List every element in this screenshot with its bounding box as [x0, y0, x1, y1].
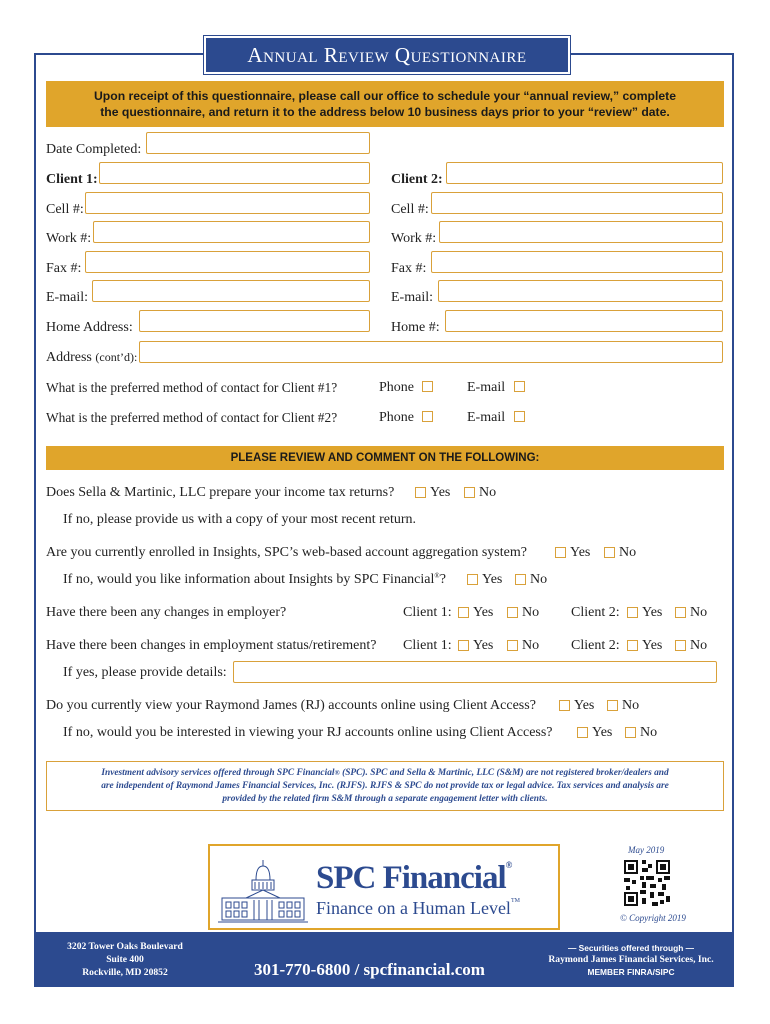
insights-question: Are you currently enrolled in Insights, SPC’s web-based account aggregation system? — [46, 545, 527, 560]
client1-email-label: E-mail: — [46, 290, 88, 305]
disclaimer-line-3: provided by the related firm S&M through a separate engagement letter with clients. — [222, 794, 548, 804]
client1-phone-option-label: Phone — [379, 380, 414, 395]
client2-cell-field[interactable] — [431, 192, 723, 214]
client2-work-label: Work #: — [391, 231, 437, 246]
employer-client2-no-checkbox[interactable] — [675, 607, 686, 618]
status-client1-no-checkbox[interactable] — [507, 640, 518, 651]
employer-client1-no-label: No — [522, 605, 540, 620]
page-title: Annual Review Questionnaire — [204, 36, 570, 74]
securities-line-2: Raymond James Financial Services, Inc. — [548, 954, 714, 965]
client2-fax-field[interactable] — [431, 251, 723, 273]
client-access-interest-no-label: No — [640, 725, 658, 740]
insights-info-no-label: No — [530, 572, 548, 587]
insights-followup: If no, would you like information about Insights by SPC Financial®? — [63, 572, 446, 587]
employer-client1-label: Client 1: — [403, 605, 452, 620]
disclaimer-box — [46, 761, 724, 811]
insights-no-label: No — [619, 545, 637, 560]
client2-name-field[interactable] — [446, 162, 723, 184]
employer-client1-yes-checkbox[interactable] — [458, 607, 469, 618]
client2-email-option-label: E-mail — [467, 410, 506, 425]
capitol-building-icon — [218, 858, 308, 926]
logo-box — [208, 844, 560, 930]
client1-email-field[interactable] — [92, 280, 370, 302]
client1-email-checkbox[interactable] — [514, 381, 525, 392]
instructions-line-2: the questionnaire, and return it to the address below 10 business days prior to your “review” date. — [100, 105, 670, 119]
details-label: If yes, please provide details: — [63, 665, 227, 680]
client-access-interest-yes-label: Yes — [592, 725, 613, 740]
employer-client2-yes-label: Yes — [642, 605, 663, 620]
client2-email-field[interactable] — [438, 280, 723, 302]
status-client1-yes-checkbox[interactable] — [458, 640, 469, 651]
status-client2-yes-checkbox[interactable] — [627, 640, 638, 651]
instructions-banner — [46, 81, 724, 127]
address-line-2: Suite 400 — [106, 954, 144, 965]
client1-name-field[interactable] — [99, 162, 370, 184]
client-access-question: Do you currently view your Raymond James (RJ) accounts online using Client Access? — [46, 698, 536, 713]
address-cont-field[interactable] — [139, 341, 723, 363]
client2-cell-label: Cell #: — [391, 202, 429, 217]
insights-info-yes-label: Yes — [482, 572, 503, 587]
employment-status-question: Have there been changes in employment status/retirement? — [46, 638, 377, 653]
status-client2-no-checkbox[interactable] — [675, 640, 686, 651]
home-address-field[interactable] — [139, 310, 370, 332]
qr-code-icon — [622, 858, 672, 908]
client2-email-label: E-mail: — [391, 290, 433, 305]
status-client2-yes-label: Yes — [642, 638, 663, 653]
client1-phone-checkbox[interactable] — [422, 381, 433, 392]
instructions-line-1: Upon receipt of this questionnaire, please call our office to schedule your “annual review,” complete — [94, 89, 676, 103]
tax-returns-no-label: No — [479, 485, 497, 500]
office-address — [50, 940, 200, 979]
client2-email-checkbox[interactable] — [514, 411, 525, 422]
employer-client2-label: Client 2: — [571, 605, 620, 620]
tax-returns-followup: If no, please provide us with a copy of your most recent return. — [63, 512, 417, 527]
address-cont-label: Address (cont’d): — [46, 350, 138, 365]
insights-yes-checkbox[interactable] — [555, 547, 566, 558]
insights-yes-label: Yes — [570, 545, 591, 560]
home-address-label: Home Address: — [46, 320, 133, 335]
employer-client1-no-checkbox[interactable] — [507, 607, 518, 618]
client1-work-field[interactable] — [93, 221, 370, 243]
client-access-yes-checkbox[interactable] — [559, 700, 570, 711]
employer-client2-yes-checkbox[interactable] — [627, 607, 638, 618]
disclaimer-line-1: Investment advisory services offered through SPC Financial® (SPC). SPC and Sella & Martinic, LLC (S&M) are not registered broker/dealers and — [101, 768, 669, 778]
tax-returns-question: Does Sella & Martinic, LLC prepare your income tax returns? — [46, 485, 395, 500]
address-line-1: 3202 Tower Oaks Boulevard — [67, 941, 183, 952]
client1-email-option-label: E-mail — [467, 380, 506, 395]
footer-bar — [34, 932, 734, 987]
review-section-header: PLEASE REVIEW AND COMMENT ON THE FOLLOWING: — [46, 446, 724, 470]
client-access-interest-no-checkbox[interactable] — [625, 727, 636, 738]
brand-name: SPC Financial® — [316, 860, 512, 896]
client1-work-label: Work #: — [46, 231, 92, 246]
client1-fax-label: Fax #: — [46, 261, 82, 276]
insights-info-no-checkbox[interactable] — [515, 574, 526, 585]
client1-label: Client 1: — [46, 172, 98, 187]
client-access-no-label: No — [622, 698, 640, 713]
disclaimer-line-2: are independent of Raymond James Financial Services, Inc. (RJFS). RJFS & SPC do not provide tax or legal advice. Tax services and analysis are — [101, 781, 669, 791]
client1-cell-field[interactable] — [85, 192, 370, 214]
employer-change-question: Have there been any changes in employer? — [46, 605, 287, 620]
date-note: May 2019 — [628, 845, 665, 855]
securities-line-3: MEMBER FINRA/SIPC — [587, 967, 675, 977]
details-field[interactable] — [233, 661, 717, 683]
client2-work-field[interactable] — [439, 221, 723, 243]
employer-client1-yes-label: Yes — [473, 605, 494, 620]
client-access-yes-label: Yes — [574, 698, 595, 713]
client1-fax-field[interactable] — [85, 251, 370, 273]
date-completed-field[interactable] — [146, 132, 370, 154]
brand-tagline: Finance on a Human Level™ — [316, 898, 520, 918]
address-line-3: Rockville, MD 20852 — [82, 967, 168, 978]
employer-client2-no-label: No — [690, 605, 708, 620]
copyright: © Copyright 2019 — [620, 913, 686, 923]
status-client1-label: Client 1: — [403, 638, 452, 653]
tax-returns-yes-label: Yes — [430, 485, 451, 500]
status-client2-label: Client 2: — [571, 638, 620, 653]
client-access-interest-yes-checkbox[interactable] — [577, 727, 588, 738]
home-phone-label: Home #: — [391, 320, 440, 335]
tax-returns-no-checkbox[interactable] — [464, 487, 475, 498]
insights-info-yes-checkbox[interactable] — [467, 574, 478, 585]
securities-notice — [536, 942, 726, 978]
home-phone-field[interactable] — [445, 310, 723, 332]
date-completed-label: Date Completed: — [46, 142, 142, 157]
status-client1-yes-label: Yes — [473, 638, 494, 653]
status-client2-no-label: No — [690, 638, 708, 653]
insights-no-checkbox[interactable] — [604, 547, 615, 558]
contact-method-client1-question: What is the preferred method of contact for Client #1? — [46, 380, 338, 395]
contact-method-client2-question: What is the preferred method of contact for Client #2? — [46, 410, 338, 425]
securities-line-1: — Securities offered through — — [567, 943, 695, 953]
client1-cell-label: Cell #: — [46, 202, 84, 217]
status-client1-no-label: No — [522, 638, 540, 653]
tax-returns-yes-checkbox[interactable] — [415, 487, 426, 498]
client2-label: Client 2: — [391, 172, 443, 187]
client2-phone-option-label: Phone — [379, 410, 414, 425]
client-access-no-checkbox[interactable] — [607, 700, 618, 711]
client-access-followup: If no, would you be interested in viewing your RJ accounts online using Client Access? — [63, 725, 553, 740]
phone-website[interactable]: 301-770-6800 / spcfinancial.com — [254, 960, 485, 979]
client2-fax-label: Fax #: — [391, 261, 427, 276]
client2-phone-checkbox[interactable] — [422, 411, 433, 422]
